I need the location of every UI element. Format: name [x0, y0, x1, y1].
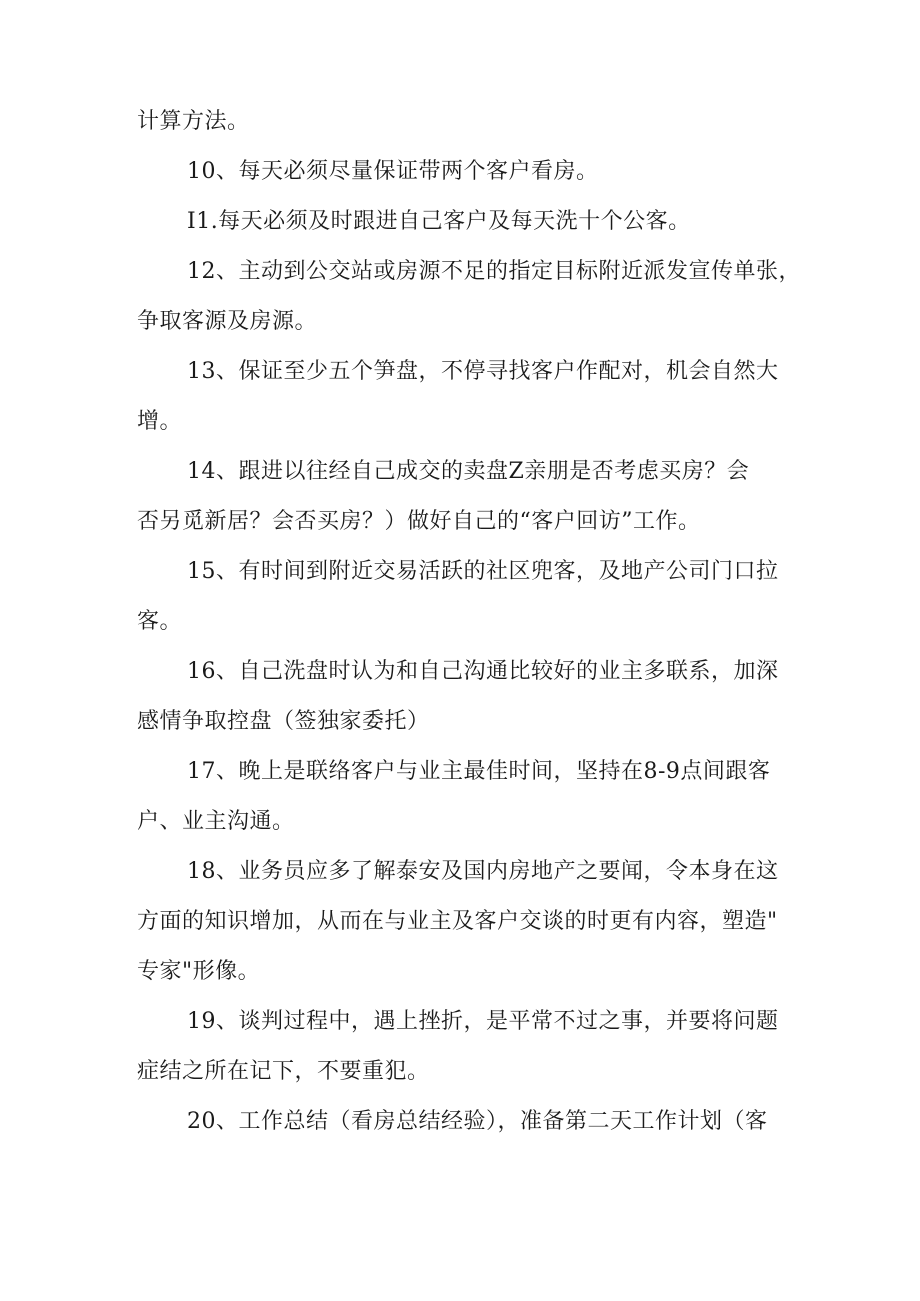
list-item-16: 16、自己洗盘时认为和自己沟通比较好的业主多联系，加深: [187, 659, 779, 684]
text-line: 专家"形像。: [137, 959, 261, 984]
text-line: 感情争取控盘（签独家委托）: [137, 709, 430, 734]
list-item-15: 15、有时间到附近交易活跃的社区兜客，及地产公司门口拉: [187, 559, 779, 584]
list-item-19: 19、谈判过程中，遇上挫折，是平常不过之事，并要将问题: [187, 1009, 779, 1034]
text-line: 户、业主沟通。: [137, 809, 295, 834]
list-item-20: 20、工作总结（看房总结经验），准备第二天工作计划（客: [187, 1109, 768, 1134]
list-item-12: 12、主动到公交站或房源不足的指定目标附近派发宣传单张，: [187, 259, 801, 284]
text-line: 争取客源及房源。: [137, 309, 318, 334]
text-line: 计算方法。: [137, 109, 250, 134]
text-line: 客。: [137, 609, 183, 634]
list-item-14: 14、跟进以往经自己成交的卖盘Z亲朋是否考虑买房？会: [187, 459, 750, 484]
document-body: [137, 97, 801, 1147]
text-line: 增。: [137, 409, 183, 434]
text-line: 方面的知识增加，从而在与业主及客户交谈的时更有内容，塑造": [137, 909, 778, 934]
text-line: 症结之所在记下，不要重犯。: [137, 1059, 430, 1084]
list-item-17: 17、晚上是联络客户与业主最佳时间，坚持在8-9点间跟客: [187, 759, 771, 784]
list-item-11: I1.每天必须及时跟进自己客户及每天洗十个公客。: [187, 209, 691, 234]
list-item-13: 13、保证至少五个笋盘，不停寻找客户作配对，机会自然大: [187, 359, 779, 384]
text-line: 否另觅新居？会否买房？）做好自己的“客户回访”工作。: [137, 509, 701, 534]
list-item-18: 18、业务员应多了解泰安及国内房地产之要闻，令本身在这: [187, 859, 779, 884]
list-item-10: 10、每天必须尽量保证带两个客户看房。: [187, 159, 599, 184]
